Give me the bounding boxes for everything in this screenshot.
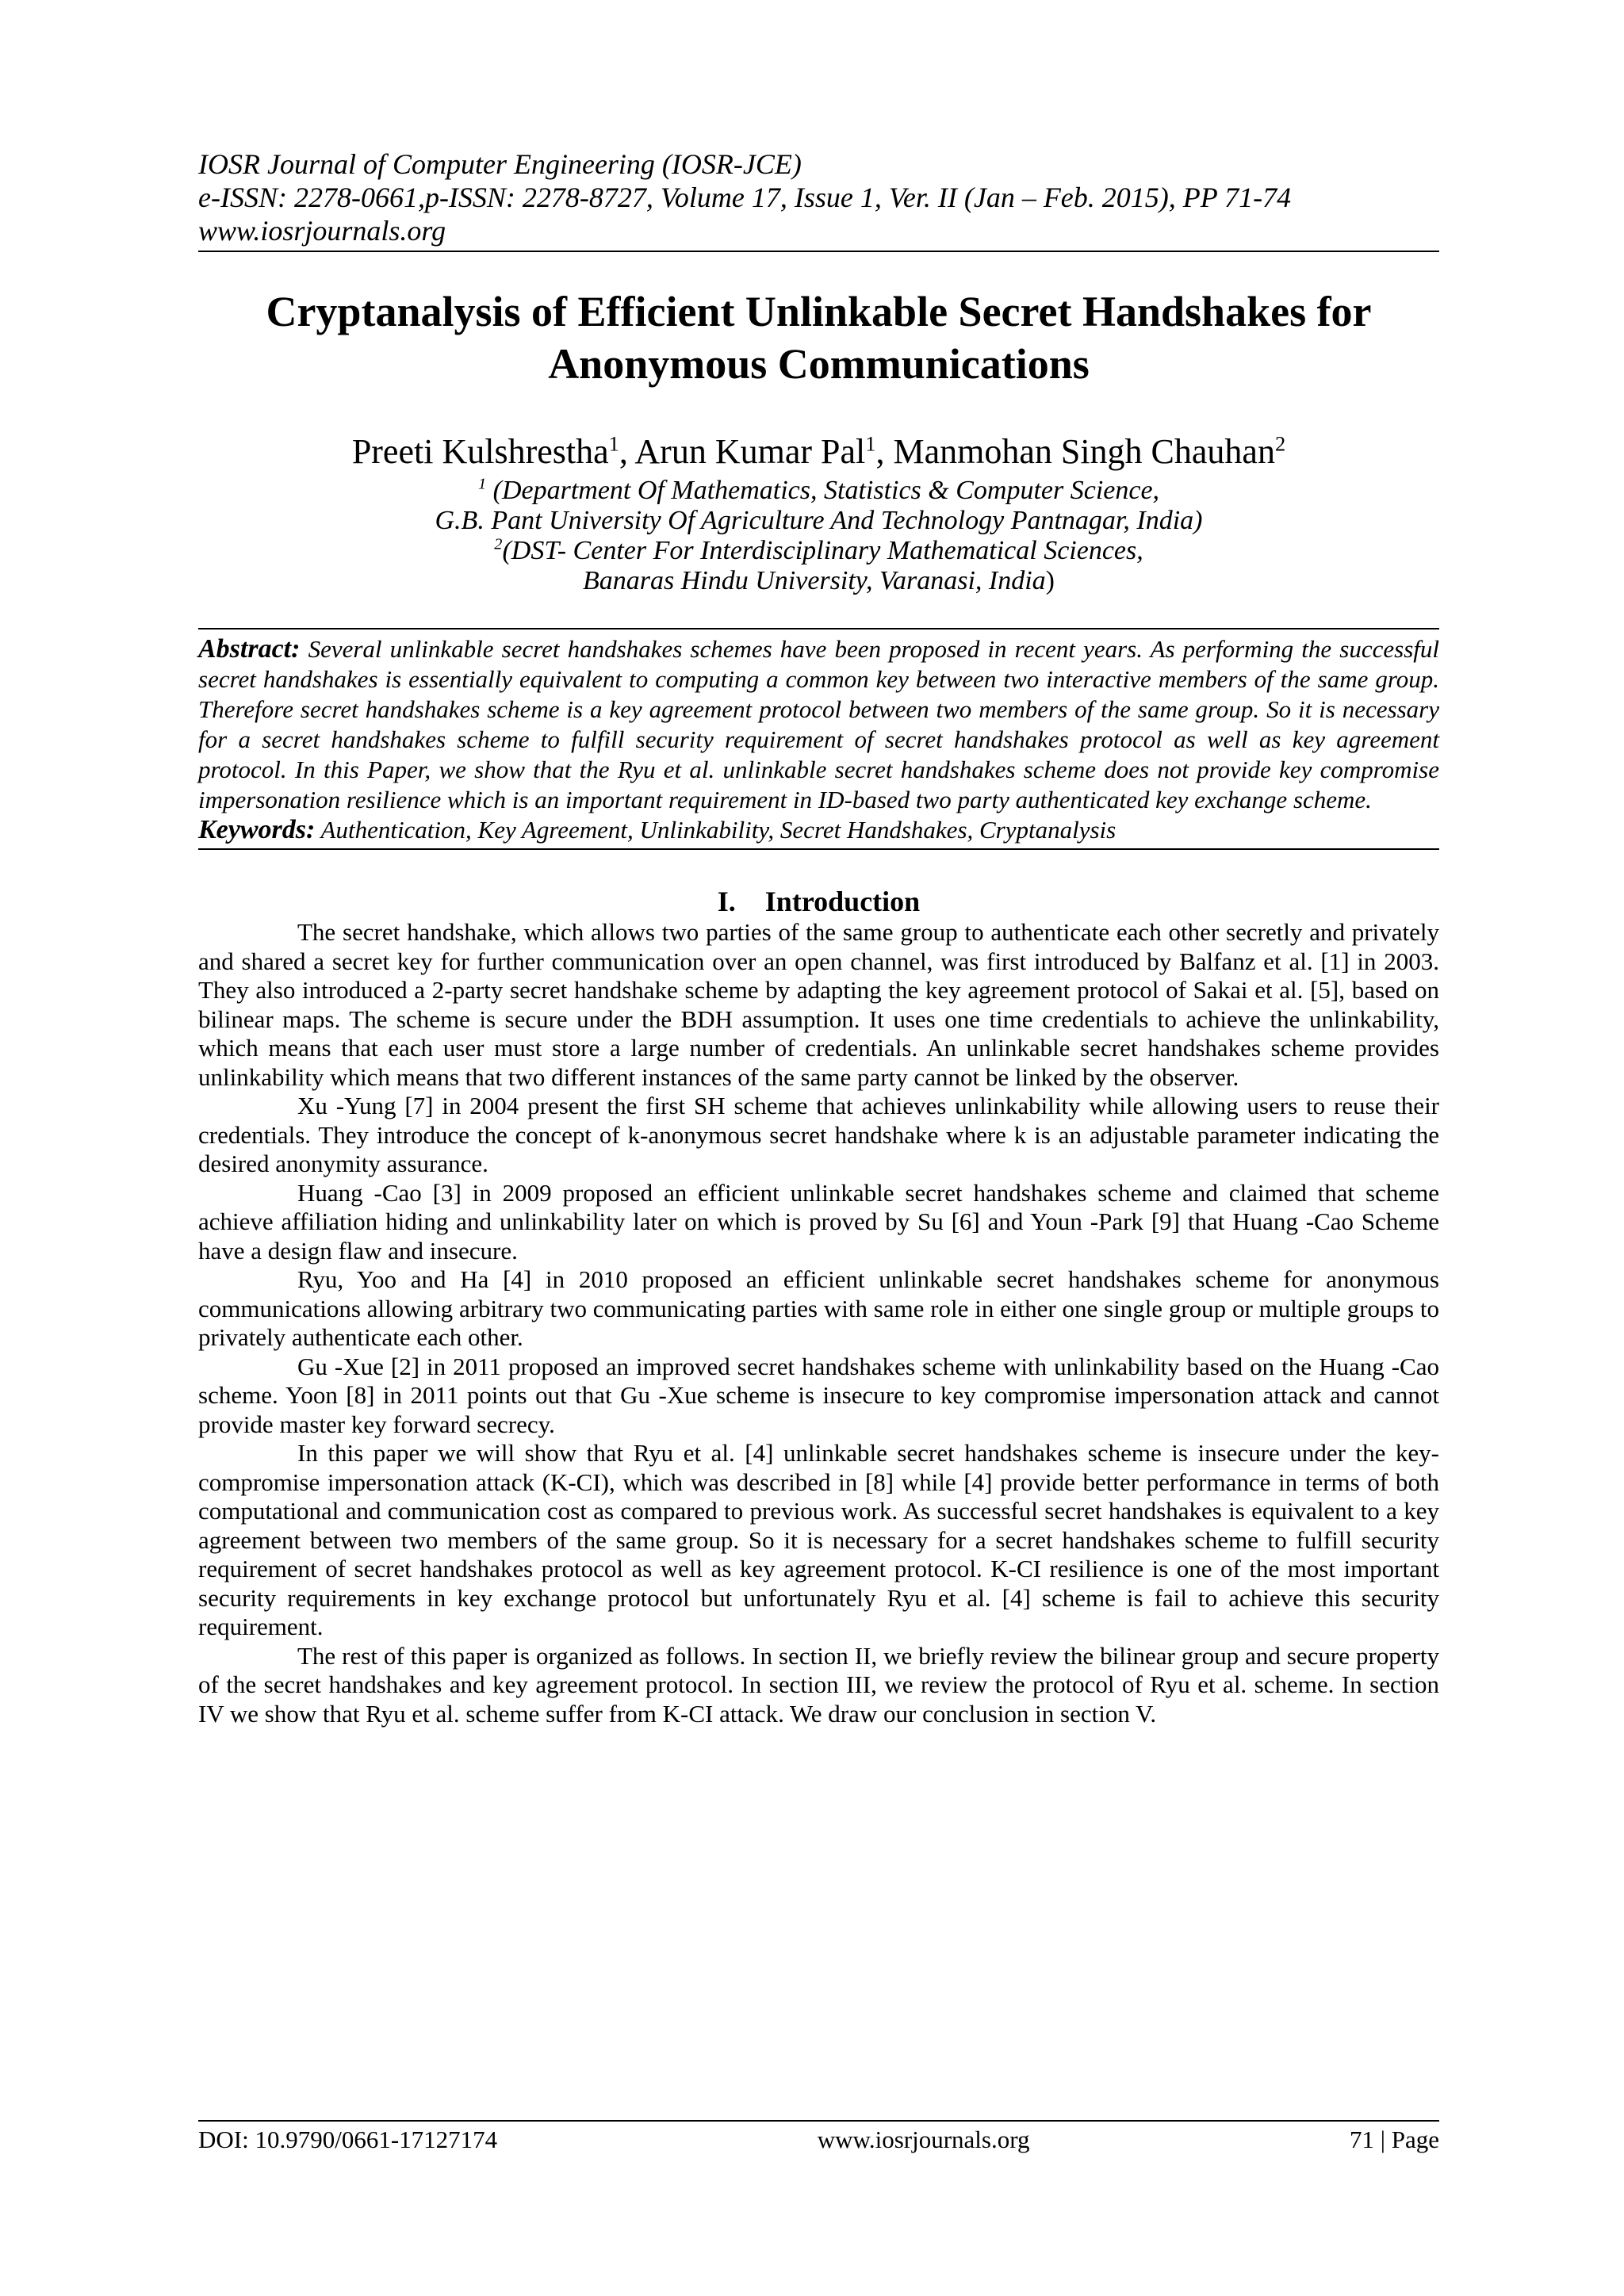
- paragraph: Gu -Xue [2] in 2011 proposed an improved secret handshakes scheme with unlinkability based on the Huang -Cao scheme. Yoon [8] in 2011 points out that Gu -Xue scheme is insecure to key compromise impersonation attack and cannot provide master key forward secrecy.: [198, 1352, 1439, 1438]
- paragraph: Huang -Cao [3] in 2009 proposed an efficient unlinkable secret handshakes scheme and claimed that scheme achieve affiliation hiding and unlinkability later on which is proved by Su [6] and Youn -Park [9] that Huang -Cao Scheme have a design flaw and insecure.: [198, 1178, 1439, 1265]
- abstract-label: Abstract:: [198, 634, 301, 664]
- affiliations: [198, 476, 1439, 596]
- paragraph: Ryu, Yoo and Ha [4] in 2010 proposed an efficient unlinkable secret handshakes scheme for anonymous communications allowing arbitrary two communicating parties with same role in either one single group or multiple groups to privately authenticate each other.: [198, 1265, 1439, 1351]
- author-separator: ,: [875, 432, 894, 471]
- affiliation-mark: 2: [494, 535, 503, 553]
- affiliation-2-line-2: Banaras Hindu University, Varanasi, India): [583, 566, 1055, 595]
- paragraph: In this paper we will show that Ryu et al. [4] unlinkable secret handshakes scheme is insecure under the key-compromise impersonation attack (K-CI), which was described in [8] while [4] provide better performance in terms of both computational and communication cost as compared to previous work. As successful secret handshakes is equivalent to a key agreement between two members of the same group. So it is necessary for a secret handshakes scheme to fulfill security requirement of secret handshakes protocol as well as key agreement protocol. K-CI resilience is one of the most important security requirements in key exchange protocol but unfortunately Ryu et al. [4] scheme is fail to achieve this security requirement.: [198, 1439, 1439, 1640]
- affiliation-1-line-2: G.B. Pant University Of Agriculture And Technology Pantnagar, India): [435, 506, 1203, 535]
- section-body: [198, 918, 1439, 1728]
- keywords-text: Authentication, Key Agreement, Unlinkability, Secret Handshakes, Cryptanalysis: [315, 816, 1116, 844]
- title-line-2: Anonymous Communications: [548, 340, 1090, 388]
- journal-name: IOSR Journal of Computer Engineering (IOSR-JCE): [198, 148, 802, 180]
- abstract: [198, 634, 1439, 815]
- paper-page: [198, 147, 1439, 1728]
- abstract-block: [198, 628, 1439, 850]
- section-number: I.: [717, 886, 736, 917]
- author-affiliation-mark: 1: [608, 431, 619, 456]
- author-separator: ,: [619, 432, 635, 471]
- author-name: Arun Kumar Pal: [634, 432, 866, 471]
- journal-header: [198, 147, 1439, 247]
- paragraph: The secret handshake, which allows two parties of the same group to authenticate each other secretly and privately and shared a secret key for further communication over an open channel, was first introduced by Balfanz et al. [1] in 2003. They also introduced a 2-party secret handshake scheme by adapting the key agreement protocol of Sakai et al. [5], based on bilinear maps. The scheme is secure under the BDH assumption. It uses one time credentials to achieve the unlinkability, which means that each user must store a large number of credentials. An unlinkable secret handshakes scheme provides unlinkability which means that two different instances of the same party cannot be linked by the observer.: [198, 918, 1439, 1091]
- affiliation-1-line-1: $^1$ (Department Of Mathematics, Statistics & Computer Science,: [477, 475, 1160, 505]
- author-affiliation-mark: 1: [865, 431, 876, 456]
- author-affiliation-mark: 2: [1274, 431, 1286, 456]
- section-title: Introduction: [764, 886, 921, 917]
- author-name: Manmohan Singh Chauhan: [893, 432, 1275, 471]
- section-heading: [198, 885, 1439, 918]
- affiliation-mark: 1: [477, 475, 487, 493]
- author-list: [198, 431, 1439, 473]
- keywords-label: Keywords:: [198, 815, 316, 844]
- abstract-text: Several unlinkable secret handshakes schemes have been proposed in recent years. As performing the successful secret handshakes is essentially equivalent to computing a common key between two interactive members of the same group. Therefore secret handshakes scheme is a key agreement protocol between two members of the same group. So it is necessary for a secret handshakes scheme to fulfill security requirement of secret handshakes protocol as well as key agreement protocol. In this Paper, we show that the Ryu et al. unlinkable secret handshakes scheme does not provide key compromise impersonation resilience which is an important requirement in ID-based two party authenticated key exchange scheme.: [198, 635, 1439, 813]
- title-line-1: Cryptanalysis of Efficient Unlinkable Secret Handshakes for: [266, 288, 1372, 335]
- paragraph: Xu -Yung [7] in 2004 present the first SH scheme that achieves unlinkability while allowing users to reuse their credentials. They introduce the concept of k-anonymous secret handshake where k is an adjustable parameter indicating the desired anonymity assurance.: [198, 1092, 1439, 1177]
- journal-website[interactable]: www.iosrjournals.org: [198, 215, 446, 247]
- footer-doi: DOI: 10.9790/0661-17127174: [198, 2126, 498, 2153]
- footer-website[interactable]: www.iosrjournals.org: [817, 2126, 1030, 2153]
- author-name: Preeti Kulshrestha: [351, 432, 609, 471]
- keywords: [198, 815, 1439, 845]
- paper-title: [198, 285, 1439, 390]
- issn-line: e-ISSN: 2278-0661,p-ISSN: 2278-8727, Volume 17, Issue 1, Ver. II (Jan – Feb. 2015), PP 71-74: [198, 182, 1292, 213]
- affiliation-close-paren: ): [1045, 566, 1055, 595]
- header-rule: [198, 251, 1439, 252]
- page-footer: [198, 2120, 1439, 2155]
- affiliation-2-line-1: $^2$(DST- Center For Interdisciplinary Mathematical Sciences,: [494, 535, 1143, 565]
- paragraph: The rest of this paper is organized as follows. In section II, we briefly review the bilinear group and secure property of the secret handshakes and key agreement protocol. In section III, we review the protocol of Ryu et al. scheme. In section IV we show that Ryu et al. scheme suffer from K-CI attack. We draw our conclusion in section V.: [198, 1641, 1439, 1728]
- footer-page-number: 71 | Page: [1350, 2126, 1439, 2153]
